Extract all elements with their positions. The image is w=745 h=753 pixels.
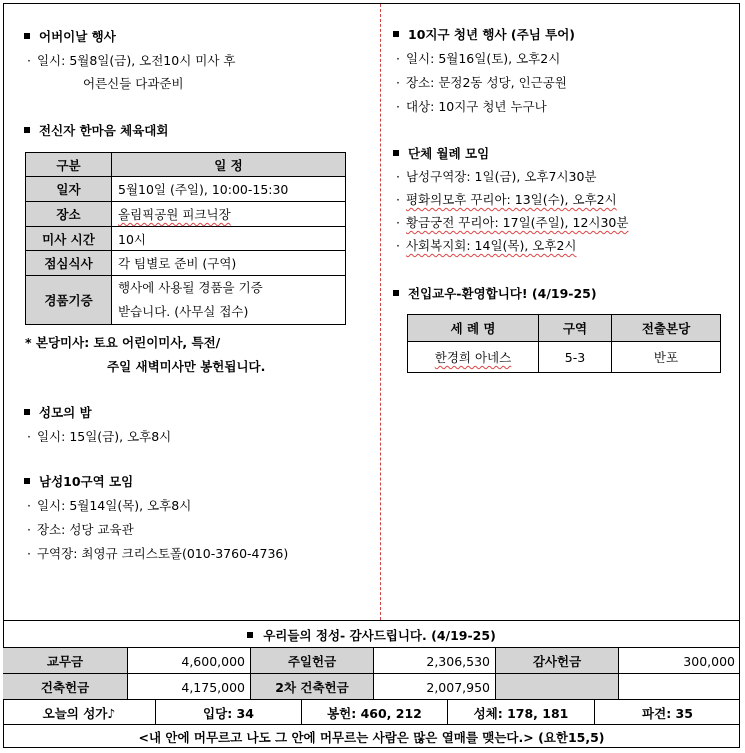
sports-row-label: 경품기증 [26,276,112,325]
entrance-hymn: 입당: 34 [155,700,301,725]
offering-label: 건축헌금 [3,674,127,700]
mens-group-leader: · 구역장: 최영규 크리스토폴(010-3760-4736) [27,546,289,561]
offering-title: 우리들의 정성- 감사드립니다. (4/19-25) [3,620,740,648]
mass-note-line1: * 본당미사: 토요 어린이미사, 특전/ [25,335,221,350]
dismissal-hymn: 파견: 35 [594,700,740,725]
group-item: · 사회복지회: 14일(목), 오후2시 [396,238,577,253]
youth-target: · 대상: 10지구 청년 누구나 [396,99,547,114]
welcome-table [407,314,721,373]
offering-amount: 2,306,530 [373,648,495,674]
offering-label: 감사헌금 [495,648,618,674]
offertory-hymn: 봉헌: 460, 212 [301,700,447,725]
sports-row-value: 5월10일 (주일), 10:00-15:30 [112,177,346,202]
offering-amount: 4,600,000 [127,648,250,674]
welcome-header-parish: 전출본당 [612,315,721,342]
offering-label: 2차 건축헌금 [250,674,373,700]
group-item: · 황금궁전 꾸리아: 17일(주일), 12시30분 [396,215,629,230]
holy-mother-date: · 일시: 15일(금), 오후8시 [27,429,172,444]
sports-schedule-table [25,152,346,325]
sports-row-value: 각 팀별로 준비 (구역) [112,251,346,276]
mass-note-line2: 주일 새벽미사만 봉헌됩니다. [107,359,266,374]
sports-row-label: 일자 [26,177,112,202]
sports-row-label: 미사 시간 [26,227,112,251]
mens-group-heading: 남성10구역 모임 [24,472,133,490]
mens-group-date: · 일시: 5월14일(목), 오후8시 [27,498,192,513]
youth-place: · 장소: 문정2동 성당, 인근공원 [396,75,567,90]
sports-row-value: 행사에 사용될 경품을 기증 받습니다. (사무실 접수) [112,276,346,325]
offering-row-2 [3,673,740,700]
mass-stats-row [3,699,740,725]
youth-date: · 일시: 5월16일(토), 오후2시 [396,51,561,66]
mothers-day-date: · 일시: 5월8일(금), 오전10시 미사 후 [27,53,236,68]
welcome-district: 5-3 [539,342,612,373]
offering-label: 교무금 [3,648,127,674]
offering-amount: 300,000 [618,648,740,674]
welcome-header-district: 구역 [539,315,612,342]
sports-heading: 전신자 한마음 체육대회 [24,121,168,139]
sports-header-category: 구분 [26,153,112,177]
mothers-day-note: 어른신들 다과준비 [83,76,184,91]
holy-mother-heading: 성모의 밤 [24,403,92,421]
mens-group-place: · 장소: 성당 교육관 [27,522,134,537]
welcome-header-name: 세 례 명 [408,315,539,342]
communion-hymn: 성체: 178, 181 [447,700,594,725]
sports-row-label: 점심식사 [26,251,112,276]
sports-row-value: 올림픽공원 피크닉장 [112,202,346,227]
offering-empty-label [495,674,618,700]
mothers-day-heading: 어버이날 행사 [24,27,116,45]
scripture-quote: <내 안에 머무르고 나도 그 안에 머무르는 사람은 많은 열매를 맺는다.> (요한15,5) [3,724,740,749]
column-divider [380,4,381,620]
offering-row-1 [3,647,740,674]
groups-heading: 단체 월례 모임 [393,144,489,162]
sports-header-schedule: 일 정 [112,153,346,177]
welcome-name: 한경희 아네스 [408,342,539,373]
sports-row-value: 10시 [112,227,346,251]
offering-amount: 4,175,000 [127,674,250,700]
offering-label: 주일헌금 [250,648,373,674]
welcome-parish: 반포 [612,342,721,373]
group-item: · 평화의모후 꾸리아: 13일(수), 오후2시 [396,192,617,207]
offering-empty-amount [618,674,740,700]
offering-amount: 2,007,950 [373,674,495,700]
sports-row-label: 장소 [26,202,112,227]
youth-heading: 10지구 청년 행사 (주님 투어) [393,25,575,43]
welcome-heading: 전입교우-환영합니다! (4/19-25) [393,284,597,302]
group-item: · 남성구역장: 1일(금), 오후7시30분 [396,169,597,184]
today-hymn: 오늘의 성가♪ [42,705,116,721]
